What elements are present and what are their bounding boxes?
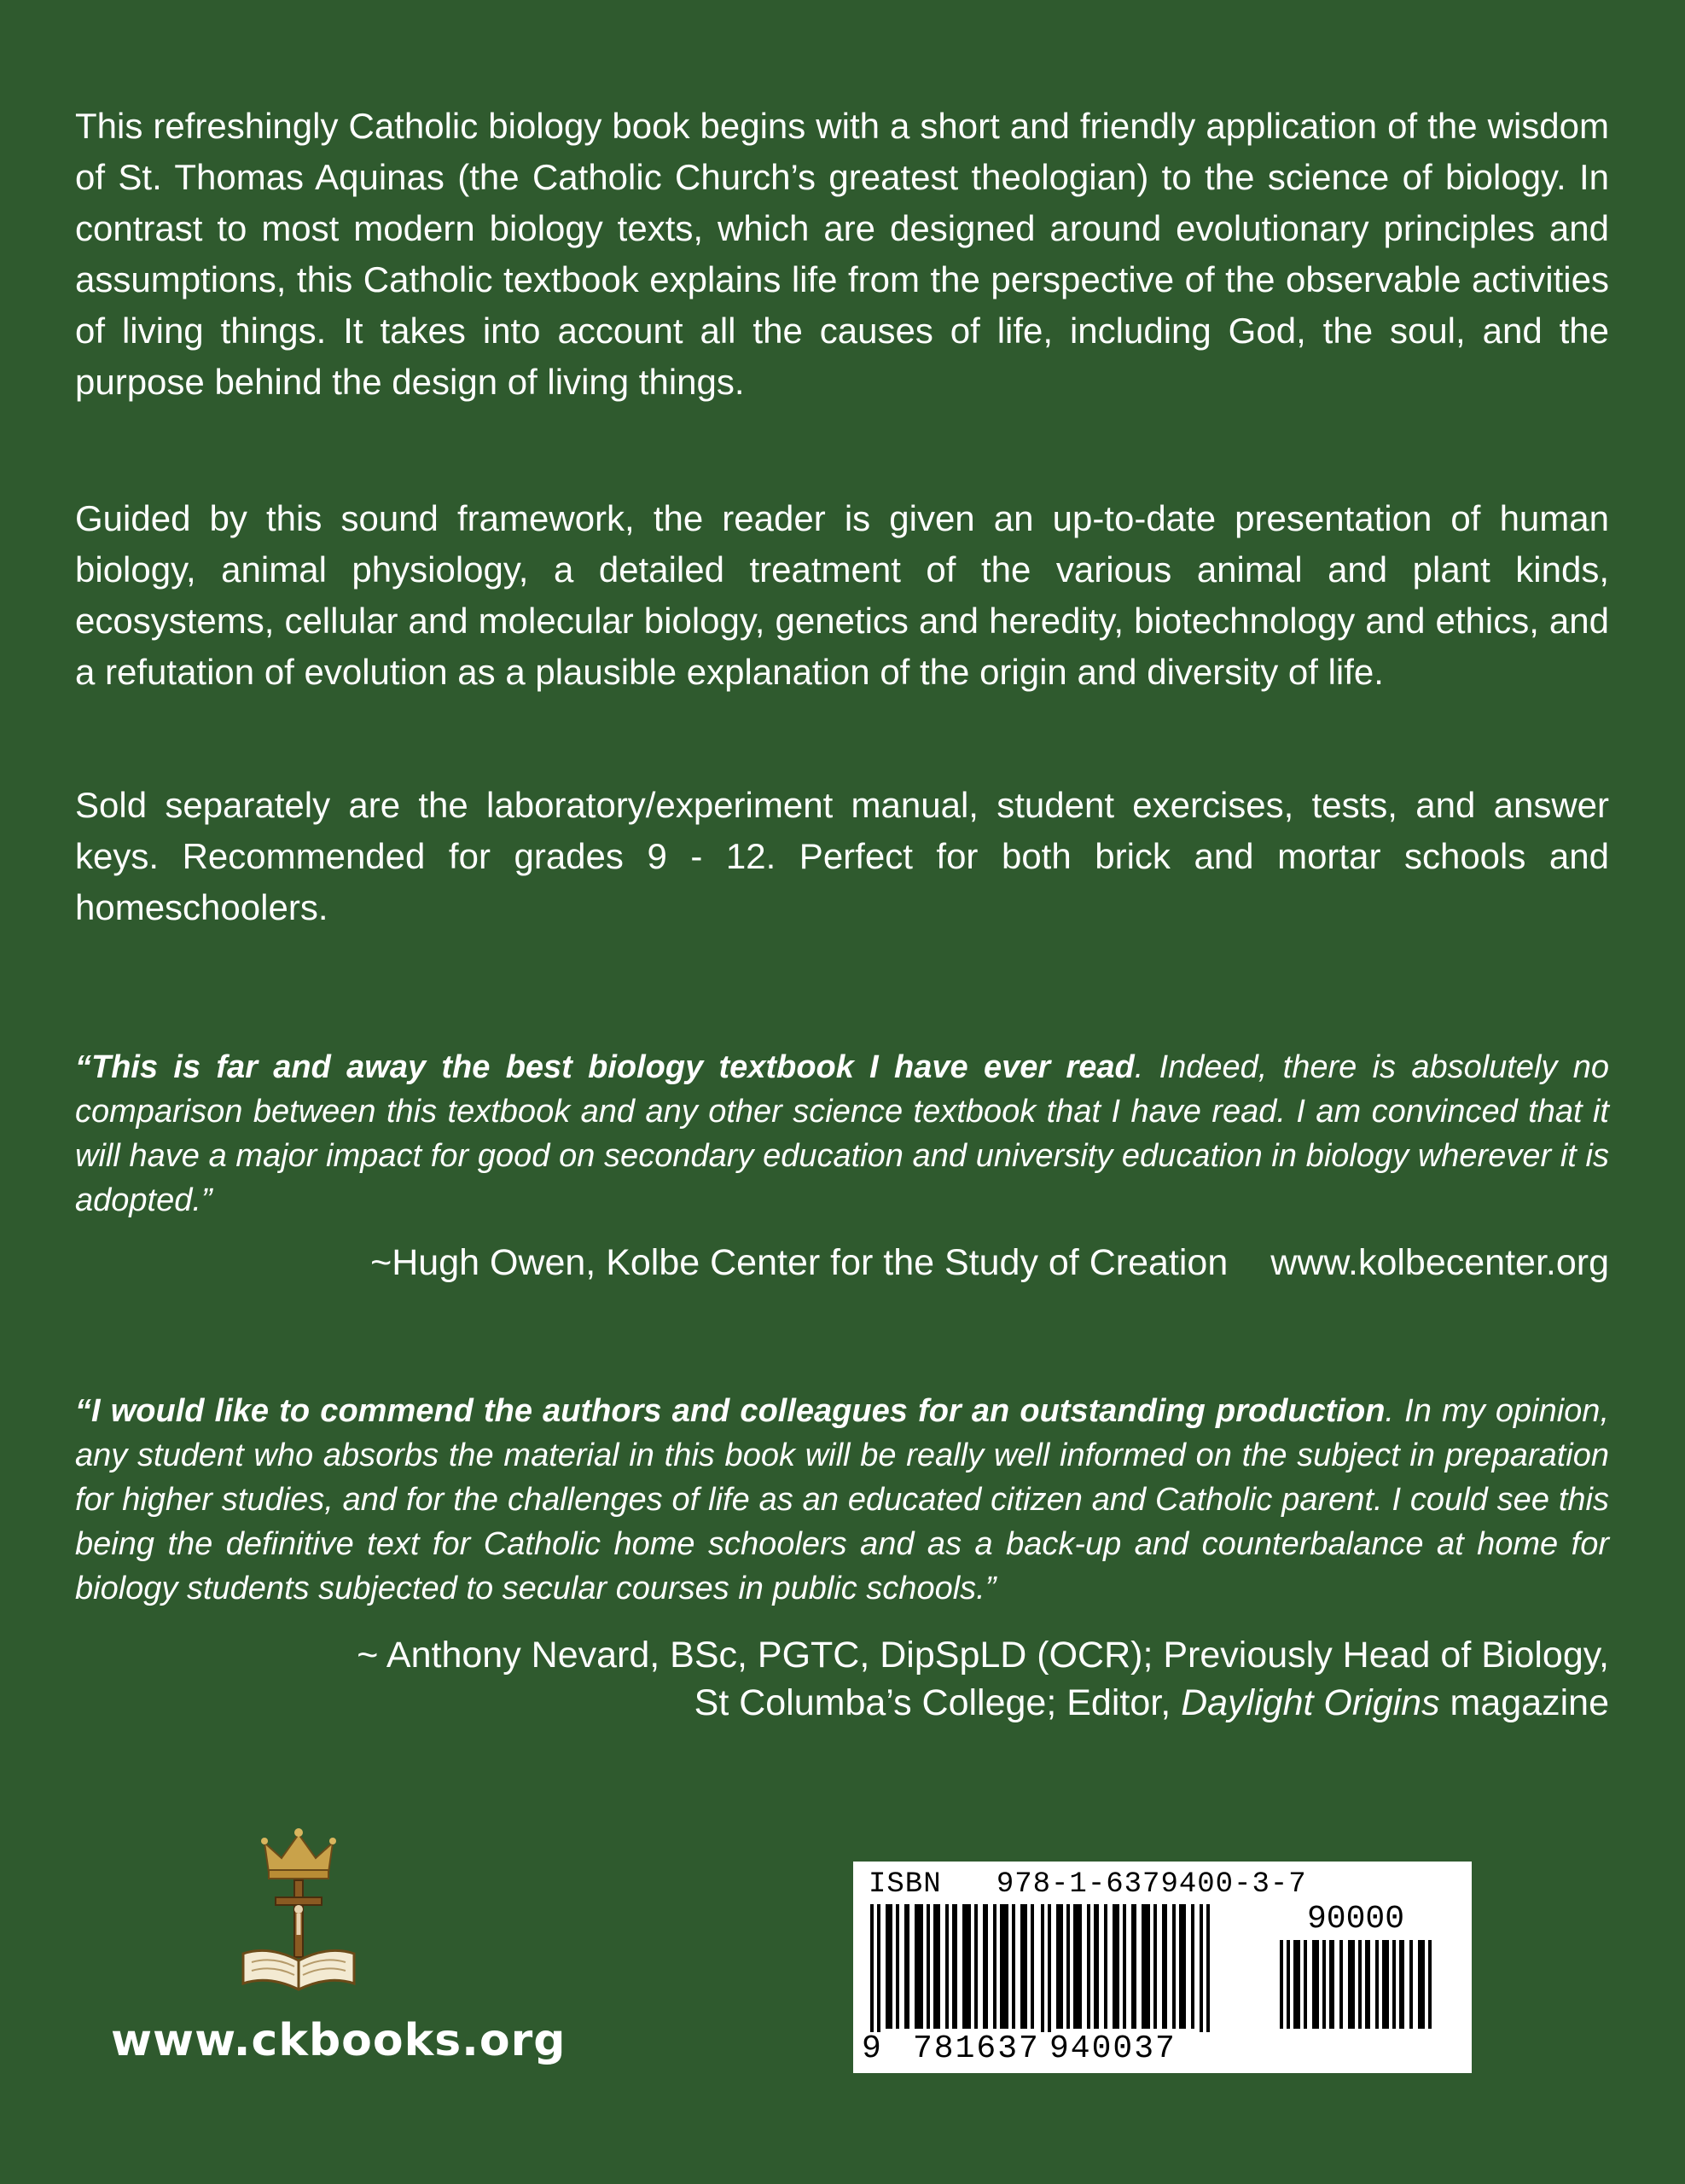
publisher-website-link[interactable]: www.ckbooks.org: [111, 2015, 567, 2066]
price-barcode-bars: [1280, 1940, 1450, 2068]
testimonial-2-body: . In my opinion, any student who absorbs the material in this book will be really well informed on the subject in preparation for higher studies, and for the challenges of life as an educated citizen and Catholic parent. I could see this being the definitive text for Catholic home schoolers and as a back-up and counterbalance at home for biology students subjected to secular courses in public schools.”: [75, 1393, 1609, 1606]
ean-left-digits: 781637: [913, 2030, 1040, 2067]
testimonial-1-body: . Indeed, there is absolutely no comparison between this textbook and any other science textbook that I have read. I am convinced that it will have a major impact for good on secondary education and university education in biology wherever it is adopted.”: [75, 1049, 1609, 1218]
kolbe-website-link[interactable]: www.kolbecenter.org: [1270, 1242, 1609, 1283]
testimonial-2: [75, 1389, 1609, 1611]
testimonial-2-attribution-line-1: ~ Anthony Nevard, BSc, PGTC, DipSpLD (OCR); Previously Head of Biology,: [357, 1635, 1609, 1676]
testimonial-1-attribution-line: [75, 1239, 1609, 1287]
crown-cross-book-icon: [226, 1826, 371, 1996]
testimonial-1-attribution: ~Hugh Owen, Kolbe Center for the Study of Creation: [370, 1242, 1229, 1283]
description-paragraph-2: Guided by this sound framework, the reader is given an up-to-date presentation of human biology, animal physiology, a detailed treatment of the various animal and plant kinds, ecosystems, cellular and molecular biology, genetics and heredity, biotechnology and ethics, and a refutation of evolution as a plausible explanation of the origin and diversity of life.: [75, 498, 1609, 692]
testimonial-1: [75, 1045, 1609, 1223]
testimonial-2-attribution-line-2: [75, 1679, 1609, 1727]
description-paragraph-3: Sold separately are the laboratory/experiment manual, student exercises, tests, and answer keys. Recommended for grades 9 - 12. Perfect for both brick and mortar schools and homeschoolers.: [75, 785, 1609, 927]
isbn-barcode: [853, 1862, 1472, 2073]
testimonial-1-highlight: “This is far and away the best biology textbook I have ever read: [75, 1049, 1135, 1085]
price-code: 90000: [1307, 1901, 1405, 1937]
ean-right-digits: 940037: [1049, 2030, 1177, 2067]
description-paragraph-1: This refreshingly Catholic biology book begins with a short and friendly application of the wisdom of St. Thomas Aquinas (the Catholic Church’s greatest theologian) to the science of biology. In contrast to most modern biology texts, which are designed around evolutionary principles and assumptions, this Catholic textbook explains life from the perspective of the observable activities of living things. It takes into account all the causes of life, including God, the soul, and the purpose behind the design of living things.: [75, 106, 1609, 402]
ean-barcode-bars: [870, 1904, 1288, 2032]
magazine-title: Daylight Origins: [1181, 1682, 1440, 1723]
isbn-label: ISBN 978-1-6379400-3-7: [869, 1868, 1307, 1901]
attribution-magazine: magazine: [1439, 1682, 1609, 1723]
ean-first-digit: 9: [862, 2030, 881, 2067]
testimonial-2-highlight: “I would like to commend the authors and colleagues for an outstanding production: [75, 1393, 1386, 1429]
attribution-college: St Columba’s College; Editor,: [694, 1682, 1182, 1723]
